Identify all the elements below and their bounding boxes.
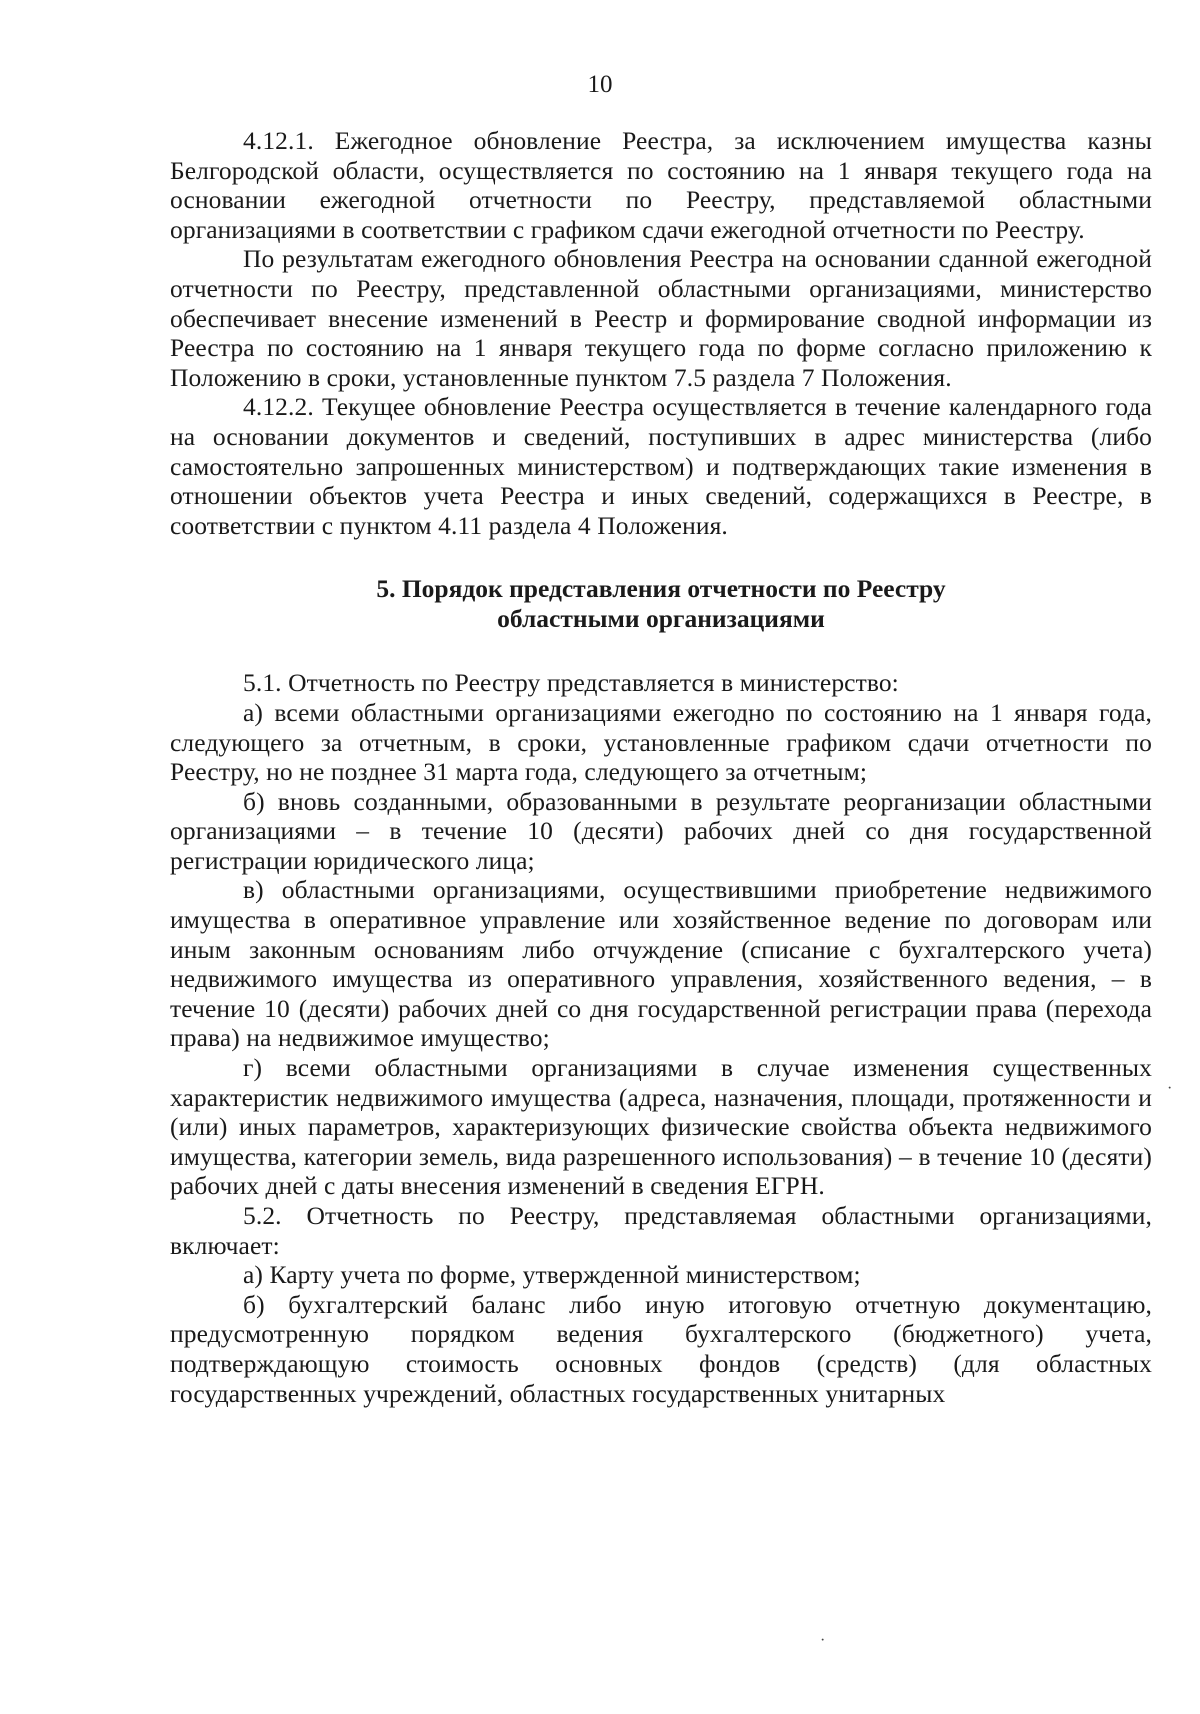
paragraph-5-2: 5.2. Отчетность по Реестру, представляемая областными организациями, включает: bbox=[170, 1201, 1152, 1260]
paragraph-5-1-v: в) областными организациями, осуществившими приобретение недвижимого имущества в оперативное управление или хозяйственное ведение по договорам или иным законным основаниям либо отчуждение (списание с бухгалтерского учета) недвижимого имущества из оперативного управления, хозяйственного ведения, – в течение 10 (десяти) рабочих дней со дня государственной регистрации права (перехода права) на недвижимое имущество; bbox=[170, 875, 1152, 1053]
section-5-heading-line-2: областными организациями bbox=[497, 604, 825, 634]
paragraph-5-2-b: б) бухгалтерский баланс либо иную итоговую отчетную документацию, предусмотренную порядком ведения бухгалтерского (бюджетного) учета, подтверждающую стоимость основных фондов (средств) (для областных государственных учреждений, областных государственных унитарных bbox=[170, 1289, 1152, 1408]
paragraph-4-12-1: 4.12.1. Ежегодное обновление Реестра, за исключением имущества казны Белгородской области, осуществляется по состоянию на 1 января текущего года на основании ежегодной отчетности по Реестру, представляемой областными организациями в соответствии с графиком сдачи ежегодной отчетности по Реестру. bbox=[170, 126, 1152, 244]
document-body bbox=[170, 126, 1152, 1408]
paragraph-4-12-2: 4.12.2. Текущее обновление Реестра осуществляется в течение календарного года на основании документов и сведений, поступивших в адрес министерства (либо самостоятельно запрошенных министерством) и подтверждающих такие изменения в отношении объектов учета Реестра и иных сведений, содержащихся в Реестре, в соответствии с пунктом 4.11 раздела 4 Положения. bbox=[170, 392, 1152, 540]
page-number: 10 bbox=[587, 71, 613, 98]
paragraph-annual-update-results: По результатам ежегодного обновления Реестра на основании сданной ежегодной отчетности по Реестру, представленной областными организациями, министерство обеспечивает внесение изменений в Реестр и формирование сводной информации из Реестра по состоянию на 1 января текущего года по форме согласно приложению к Положению в сроки, установленные пунктом 7.5 раздела 7 Положения. bbox=[170, 244, 1152, 392]
section-5-heading bbox=[170, 574, 1152, 634]
section-5-heading-line-1: 5. Порядок представления отчетности по Реестру bbox=[376, 574, 946, 604]
paragraph-5-2-a: а) Карту учета по форме, утвержденной министерством; bbox=[243, 1260, 861, 1290]
paragraph-5-1-b: б) вновь созданными, образованными в результате реорганизации областными организациями – в течение 10 (десяти) рабочих дней со дня государственной регистрации юридического лица; bbox=[170, 786, 1152, 875]
paragraph-5-1-a: а) всеми областными организациями ежегодно по состоянию на 1 января года, следующего за отчетным, в сроки, установленные графиком сдачи отчетности по Реестру, но не позднее 31 марта года, следующего за отчетным; bbox=[170, 697, 1152, 787]
scan-speck: · bbox=[820, 1632, 826, 1649]
scan-speck: · bbox=[1167, 1080, 1173, 1097]
paragraph-5-1: 5.1. Отчетность по Реестру представляется в министерство: bbox=[243, 668, 899, 698]
paragraph-5-1-g: г) всеми областными организациями в случае изменения существенных характеристик недвижимого имущества (адреса, назначения, площади, протяженности и (или) иных параметров, характеризующих физические свойства объекта недвижимого имущества, категории земель, вида разрешенного использования) – в течение 10 (десяти) рабочих дней с даты внесения изменений в сведения ЕГРН. bbox=[170, 1053, 1152, 1201]
